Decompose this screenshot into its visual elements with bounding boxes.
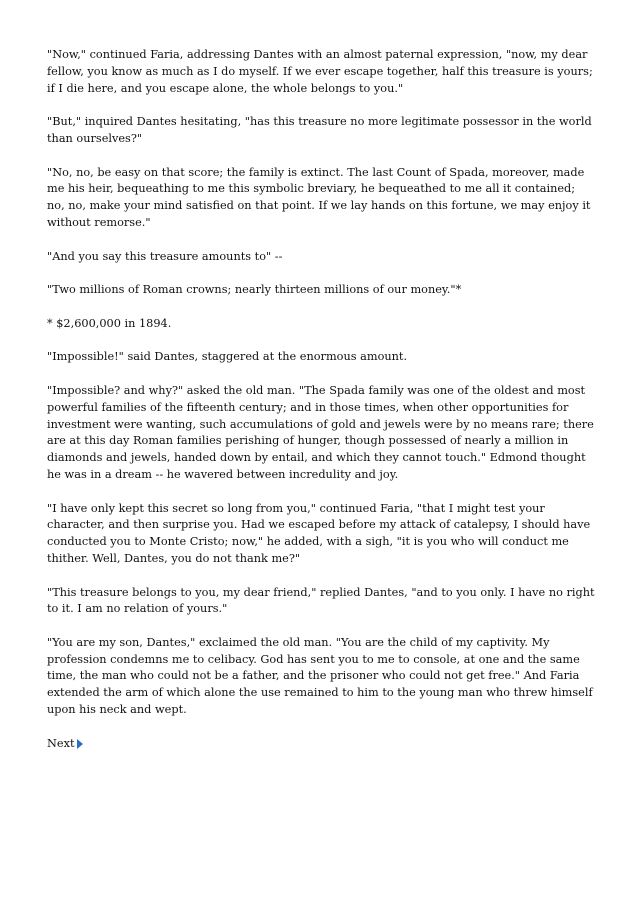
paragraph-5: "Two millions of Roman crowns; nearly thirteen millions of our money."* xyxy=(47,283,462,297)
paragraph-11: "You are my son, Dantes," exclaimed the old man. "You are the child of my captivity. My profession condemns me to celibacy. God has sent you to me to console, at one and the same time, the man who could not be a father, and the prisoner who could not get free." And Faria extended the arm of which alone the use remained to him to the young man who threw himself upon his neck and wept. xyxy=(47,635,593,717)
footnote: * $2,600,000 in 1894. xyxy=(47,316,172,330)
paragraph-9: "I have only kept this secret so long from you," continued Faria, "that I might test your character, and then surprise you. Had we escaped before my attack of catalepsy, I should have conducted you to Monte Cristo; now," he added, with a sigh, "it is you who will conduct me thither. Well, Dantes, you do not thank me?" xyxy=(47,501,591,565)
play-triangle-right-icon xyxy=(77,739,83,749)
next-link[interactable] xyxy=(47,736,83,753)
paragraph-10: "This treasure belongs to you, my dear friend," replied Dantes, "and to you only. I have no right to it. I am no relation of yours." xyxy=(47,585,595,616)
paragraph-4: "And you say this treasure amounts to" -- xyxy=(47,249,283,263)
next-label: Next xyxy=(47,736,75,750)
paragraph-3: "No, no, be easy on that score; the family is extinct. The last Count of Spada, moreover, made me his heir, bequeathing to me this symbolic breviary, he bequeathed to me all it contained; no, no, make your mind satisfied on that point. If we lay hands on this fortune, we may enjoy it without remorse." xyxy=(47,165,591,229)
paragraph-7: "Impossible!" said Dantes, staggered at the enormous amount. xyxy=(47,350,408,364)
paragraph-2: "But," inquired Dantes hesitating, "has this treasure no more legitimate possessor in the world than ourselves?" xyxy=(47,115,592,145)
paragraph-8: "Impossible? and why?" asked the old man. "The Spada family was one of the oldest and most powerful families of the fifteenth century; and in those times, when other opportunities for investment were wanting, such accumulations of gold and jewels were by no means rare; there are at this day Roman families perishing of hunger, though possessed of nearly a million in diamonds and jewels, handed down by entail, and which they cannot touch." Edmond thought he was in a dream -- he wavered between incredulity and joy. xyxy=(47,383,594,481)
paragraph-1: "Now," continued Faria, addressing Dantes with an almost paternal expression, "now, my dear fellow, you know as much as I do myself. If we ever escape together, half this treasure is yours; if I die here, and you escape alone, the whole belongs to you." xyxy=(47,48,593,95)
document-page xyxy=(47,47,595,752)
